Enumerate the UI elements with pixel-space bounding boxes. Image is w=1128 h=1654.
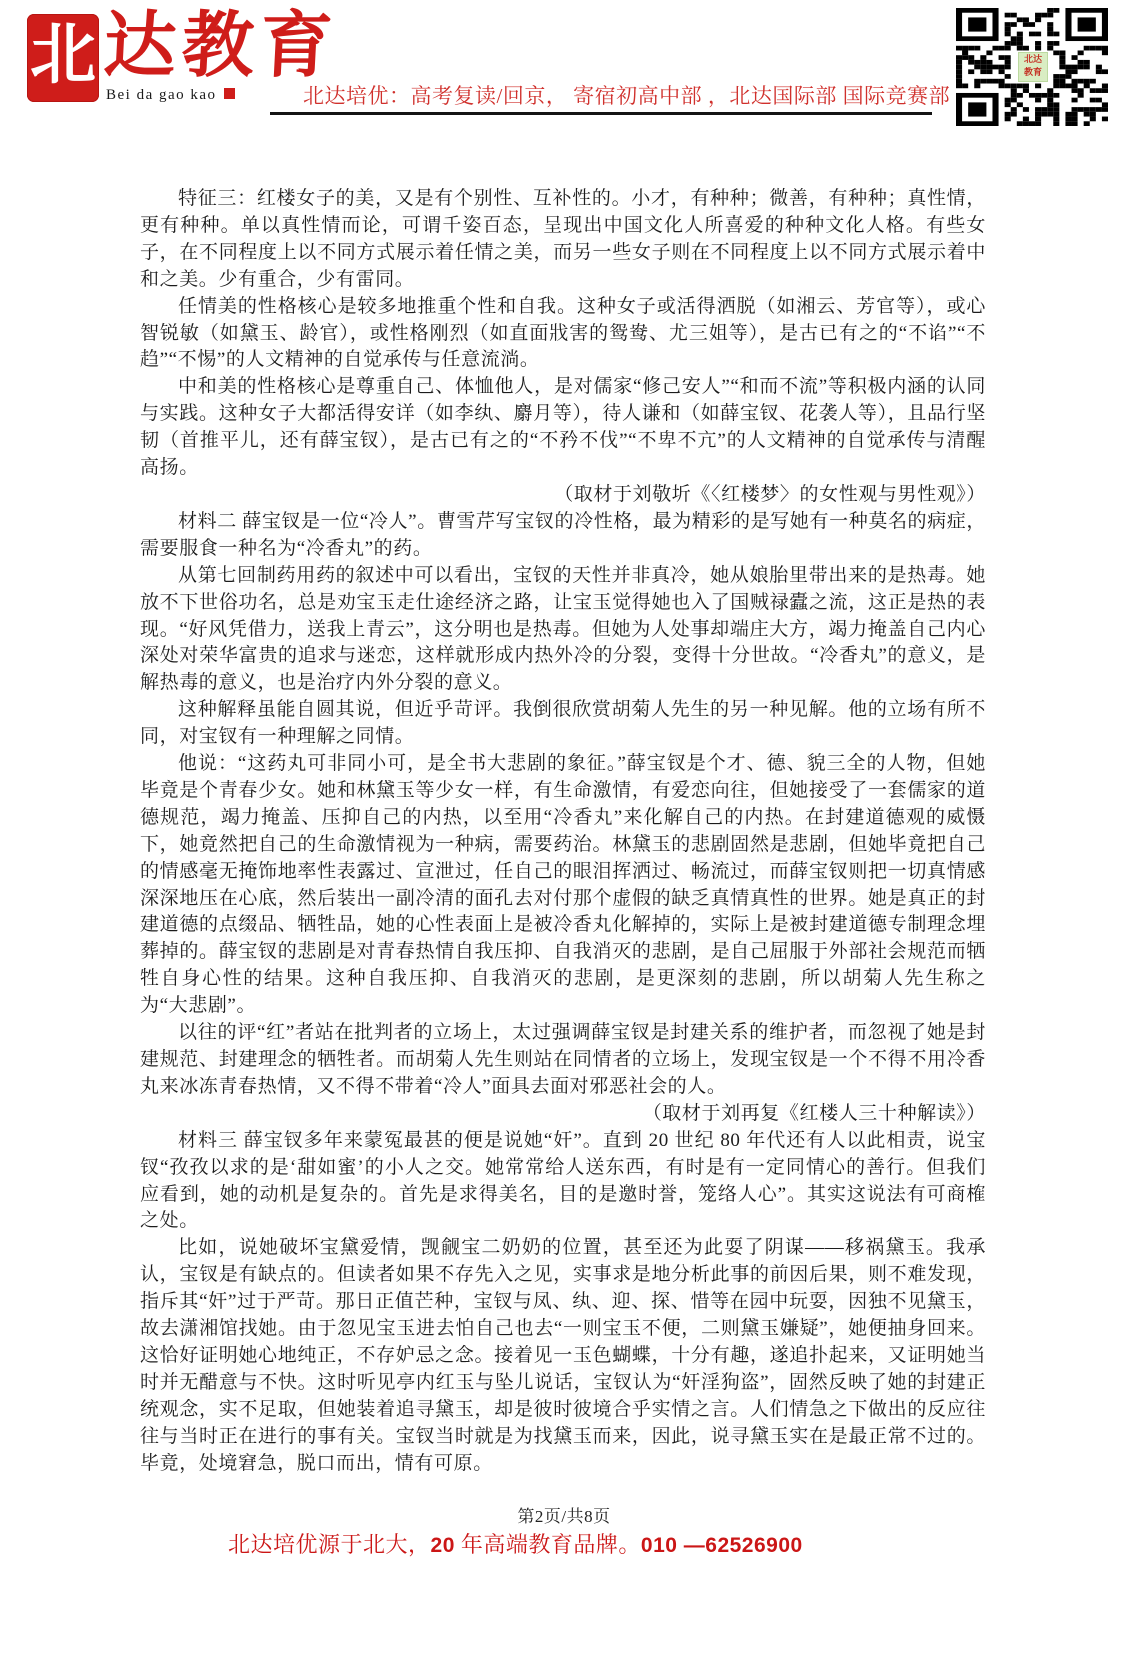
reading-passage bbox=[140, 186, 986, 1478]
header-tagline: 北达培优：高考复读/回京， 寄宿初高中部 ，北达国际部 国际竞赛部 bbox=[303, 84, 951, 108]
brand-seal-logo-icon: 北 bbox=[27, 14, 99, 102]
source-attribution-1: （取材于刘敬圻《〈红楼梦〉的女性观与男性观》） bbox=[554, 483, 986, 505]
footer-slogan-year: 20 bbox=[430, 1534, 455, 1557]
paragraph-material3-intro: 材料三 薛宝钗多年来蒙冤最甚的便是说她“奸”。直到 20 世纪 80 年代还有人以此相责，说宝钗“孜孜以求的是‘甜如蜜’的小人之交。她常常给人送东西，有时是有一定同情心的善行。但我们应看到，她的动机是复杂的。首先是求得美名，目的是邀时誉，笼络人心”。其实这说法有可商榷之处。 bbox=[140, 1129, 986, 1232]
footer-slogan bbox=[228, 1528, 803, 1559]
qr-label-line1: 北达 bbox=[1023, 54, 1042, 64]
brand-subtitle bbox=[106, 87, 235, 104]
paragraph-tragedy: 他说：“这药丸可非同小可，是全书大悲剧的象征。”薛宝钗是个才、德、貌三全的人物，但她毕竟是个青春少女。她和林黛玉等少女一样，有生命激情，有爱恋向往，但她接受了一套儒家的道德规范，竭力掩盖、压抑自己的内热，以至用“冷香丸”来化解自己的内热。在封建道德观的威慑下，她竟然把自己的生命激情视为一种病，需要药治。林黛玉的悲剧固然是悲剧，但她毕竟把自己的情感毫无掩饰地率性表露过、宣泄过，任自己的眼泪挥洒过、畅流过，而薛宝钗则把一切真情感深深地压在心底，然后装出一副冷清的面孔去对付那个虚假的缺乏真情真性的世界。她是真正的封建道德的点缀品、牺牲品，她的心性表面上是被冷香丸化解掉的，实际上是被封建道德专制理念埋葬掉的。薛宝钗的悲剧是对青春热情自我压抑、自我消灭的悲剧，是自己屈服于外部社会规范而牺牲自身心性的结果。这种自我压抑、自我消灭的悲剧，是更深刻的悲剧，所以胡菊人先生称之为“大悲剧”。 bbox=[140, 753, 986, 1017]
qr-label-line2: 教育 bbox=[1023, 67, 1042, 77]
page-number: 第2页/共8页 bbox=[517, 1507, 611, 1526]
paragraph-feature3: 特征三：红楼女子的美，又是有个别性、互补性的。小才，有种种；微善，有种种；真性情，更有种种。单以真性情而论，可谓千姿百态，呈现出中国文化人所喜爱的种种文化人格。有些女子，在不同程度上以不同方式展示着任情之美，而另一些女子则在不同程度上以不同方式展示着中和之美。少有重合，少有雷同。 bbox=[140, 188, 986, 290]
brand-subtitle-text: Bei da gao kao bbox=[106, 87, 217, 103]
paragraph-hujuren-view: 这种解释虽能自圆其说，但近乎苛评。我倒很欣赏胡菊人先生的另一种见解。他的立场有所不同，对宝钗有一种理解之同情。 bbox=[140, 699, 986, 748]
header-divider bbox=[270, 112, 932, 115]
brand-name: 达教育 bbox=[101, 6, 341, 86]
paragraph-redu: 从第七回制药用药的叙述中可以看出，宝钗的天性并非真冷，她从娘胎里带出来的是热毒。她放不下世俗功名，总是劝宝玉走仕途经济之路，让宝玉觉得她也入了国贼禄蠹之流，这正是热的表现。“好风凭借力，送我上青云”，这分明也是热毒。但她为人处事却端庄大方，竭力掩盖自己内心深处对荣华富贵的追求与迷恋，这样就形成内热外冷的分裂，变得十分世故。“冷香丸”的意义，是解热毒的意义，也是治疗内外分裂的意义。 bbox=[140, 564, 986, 694]
paragraph-renqing-beauty: 任情美的性格核心是较多地推重个性和自我。这种女子或活得洒脱（如湘云、芳官等），或心智锐敏（如黛玉、龄官），或性格刚烈（如直面戕害的鸳鸯、尤三姐等），是古已有之的“不谄”“不趋”“不惕”的人文精神的自觉承传与任意流淌。 bbox=[140, 295, 986, 371]
source-attribution-2: （取材于刘再复《红楼人三十种解读》） bbox=[642, 1102, 986, 1124]
paragraph-material2-intro: 材料二 薛宝钗是一位“冷人”。曹雪芹写宝钗的冷性格，最为精彩的是写她有一种莫名的病症，需要服食一种名为“冷香丸”的药。 bbox=[140, 510, 986, 559]
paragraph-zhonghe-beauty: 中和美的性格核心是尊重自己、体恤他人，是对儒家“修己安人”“和而不流”等积极内涵的认同与实践。这种女子大都活得安详（如李纨、麝月等），待人谦和（如薛宝钗、花袭人等），且品行坚韧（首推平儿，还有薛宝钗），是古已有之的“不矜不伐”“不卑不亢”的人文精神的自觉承传与清醒高扬。 bbox=[140, 376, 986, 479]
qr-code bbox=[956, 8, 1108, 126]
qr-center-label bbox=[1018, 52, 1048, 82]
red-square-icon bbox=[224, 88, 235, 99]
footer-slogan-mid: 年高端教育品牌。 bbox=[454, 1532, 641, 1557]
paragraph-critics: 以往的评“红”者站在批判者的立场上，太过强调薛宝钗是封建关系的维护者，而忽视了她是封建规范、封建理念的牺牲者。而胡菊人先生则站在同情者的立场上，发现宝钗是一个不得不用冷香丸来冰冻青春热情，又不得不带着“冷人”面具去面对邪恶社会的人。 bbox=[140, 1022, 986, 1097]
footer-phone-number: 010 —62526900 bbox=[640, 1534, 803, 1557]
footer-slogan-prefix: 北达培优源于北大， bbox=[228, 1532, 431, 1557]
paragraph-defense: 比如，说她破坏宝黛爱情，觊觎宝二奶奶的位置，甚至还为此耍了阴谋——移祸黛玉。我承认，宝钗是有缺点的。但读者如果不存先入之见，实事求是地分析此事的前因后果，则不难发现，指斥其“奸”过于严苛。那日正值芒种，宝钗与凤、纨、迎、探、惜等在园中玩耍，因独不见黛玉，故去潇湘馆找她。由于忽见宝玉进去怕自己也去“一则宝玉不便，二则黛玉嫌疑”，她便抽身回来。这恰好证明她心地纯正，不存妒忌之念。接着见一玉色蝴蝶，十分有趣，遂追扑起来，又证明她当时并无醋意与不快。这时听见亭内红玉与坠儿说话，宝钗认为“奸淫狗盗”，固然反映了她的封建正统观念，实不足取，但她装着追寻黛玉，却是彼时彼境合乎实情之言。人们情急之下做出的反应往往与当时正在进行的事有关。宝钗当时就是为找黛玉而来，因此，说寻黛玉实在是最正常不过的。毕竟，处境窘急，脱口而出，情有可原。 bbox=[140, 1237, 986, 1474]
